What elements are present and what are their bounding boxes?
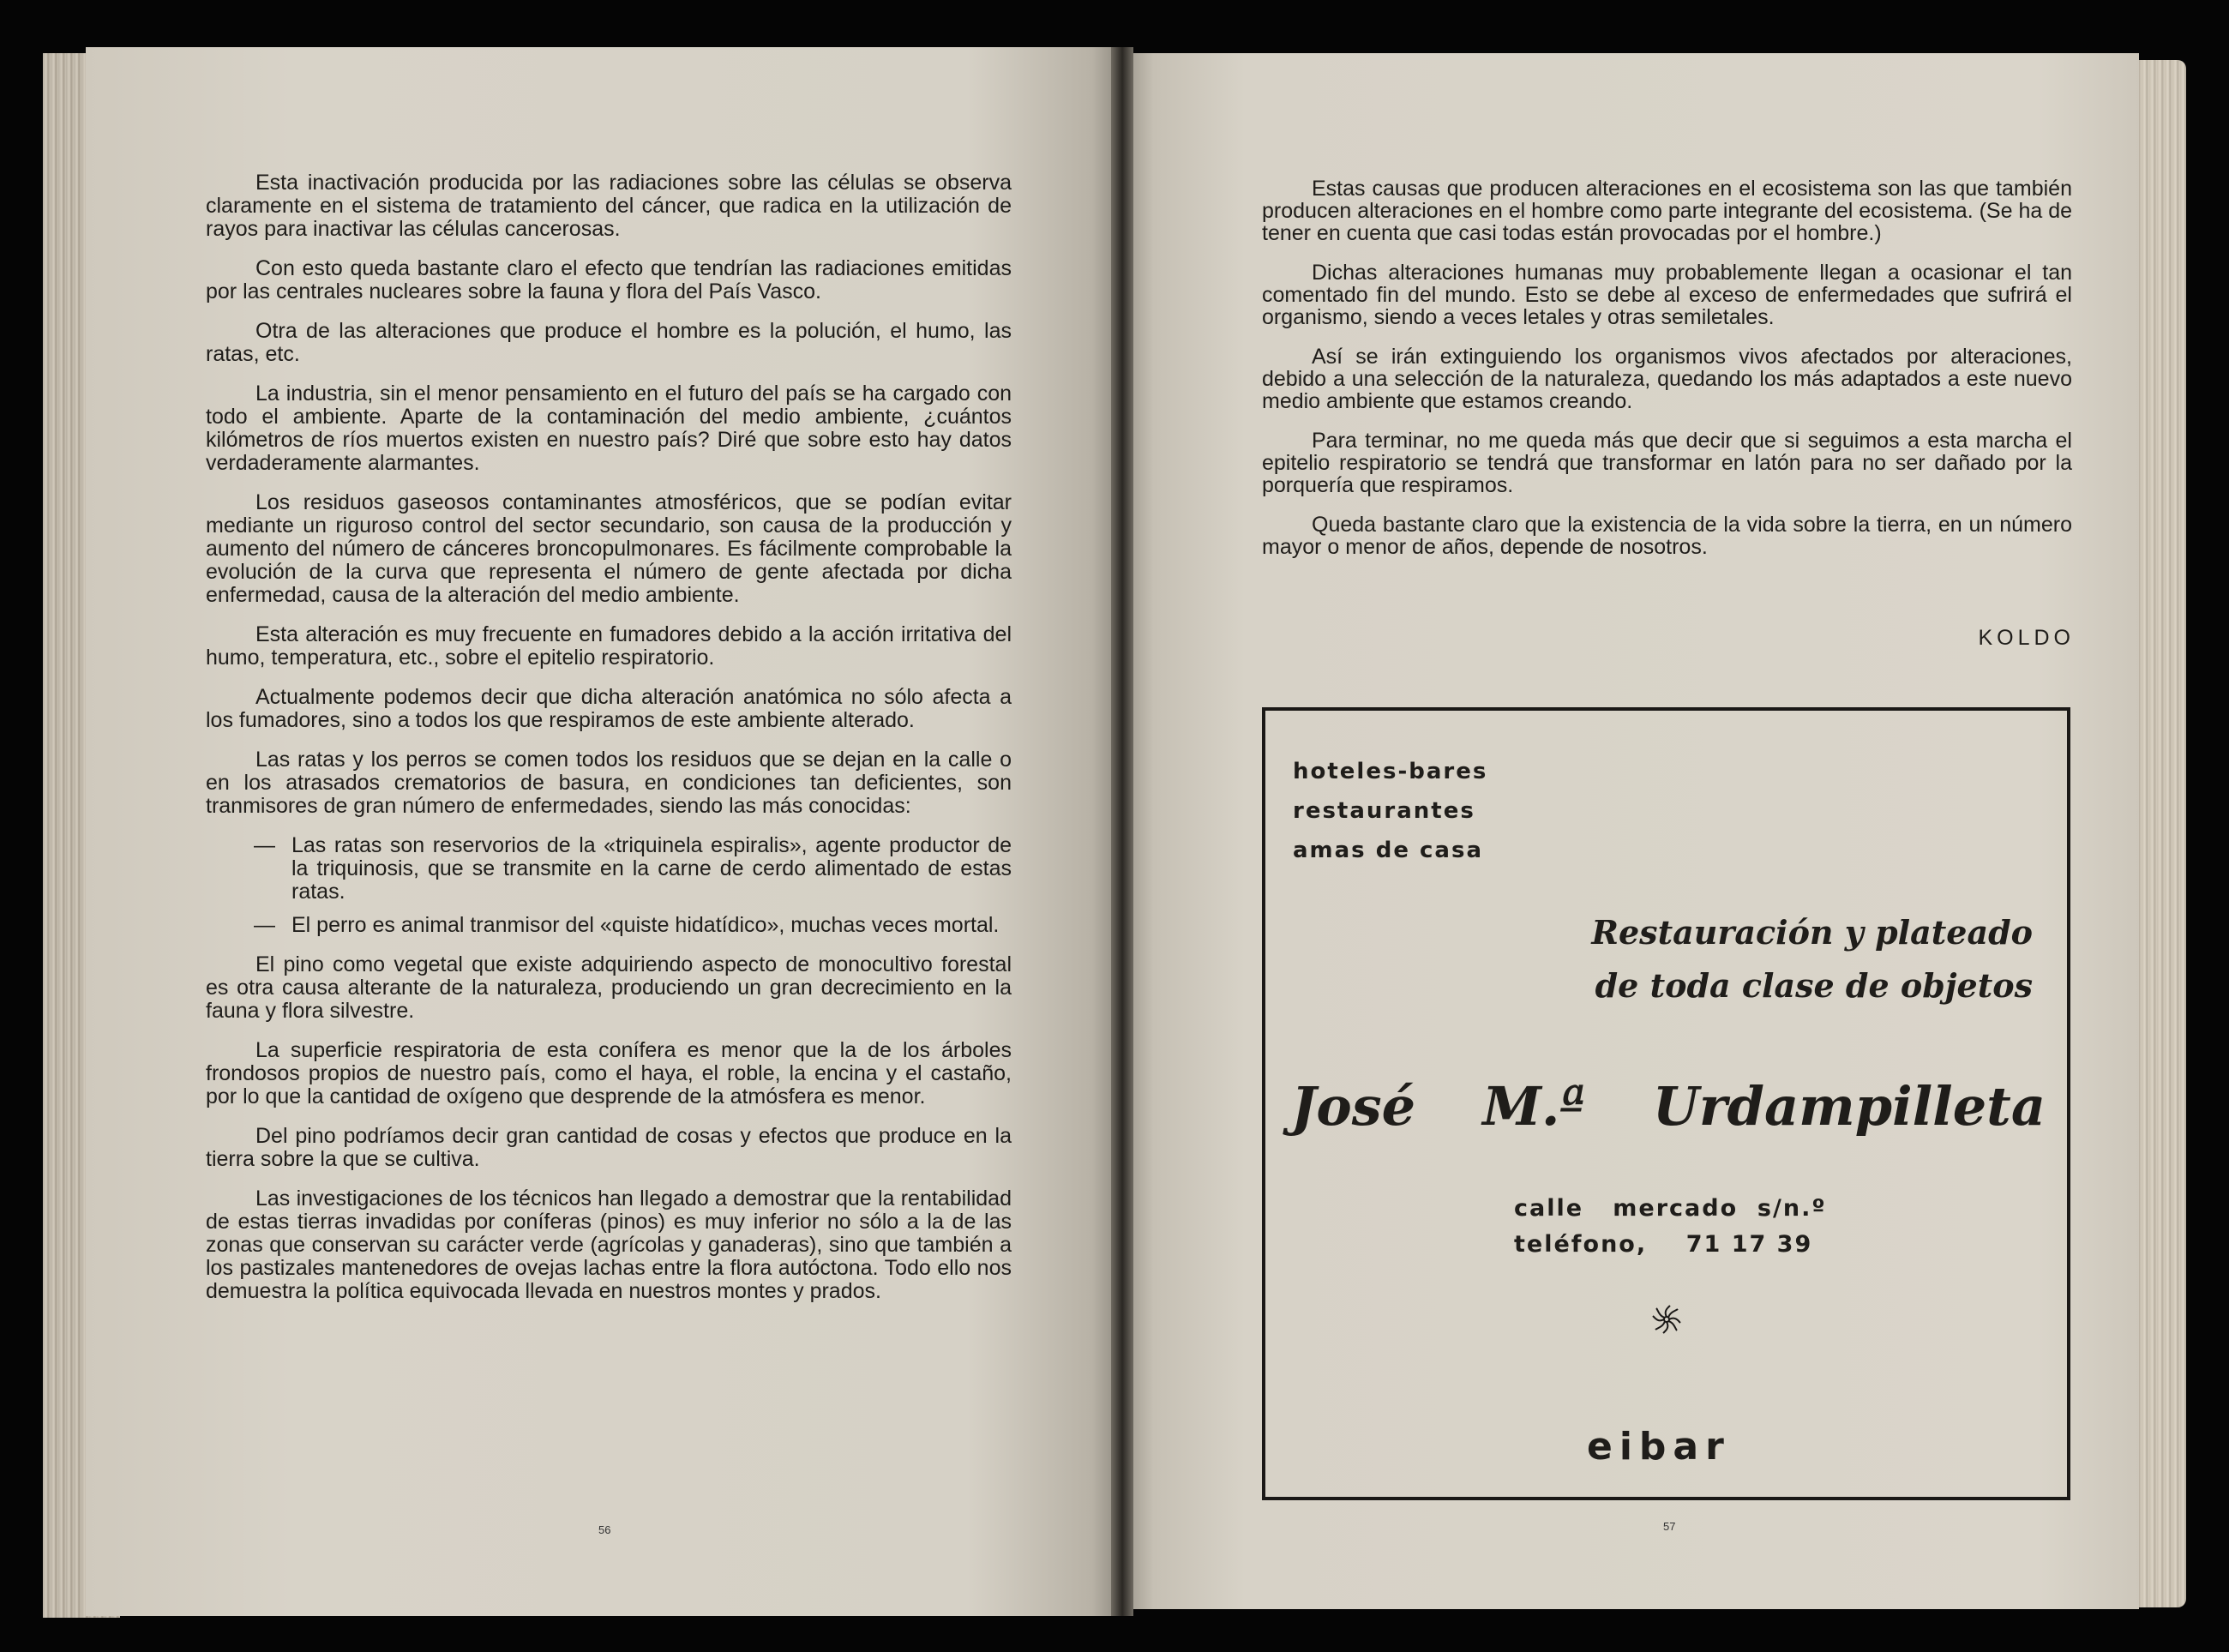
paragraph: Para terminar, no me queda más que decir que si seguimos a esta marcha el epitelio respiratorio se tendrá que transformar en latón para no ser dañado por la porquería que respiramos.	[1262, 429, 2072, 497]
page-number-right: 57	[1663, 1520, 1676, 1533]
ad-name-last: Urdampilleta	[1652, 1075, 2046, 1138]
list-item-text: Las ratas son reservorios de la «triquinela espiralis», agente productor de la triquinosis, que se transmite en la carne de cerdo alimentado de estas ratas.	[291, 833, 1012, 904]
dash-marker: —	[254, 833, 275, 857]
ad-category: hoteles-bares	[1293, 759, 1488, 784]
book-gutter	[1111, 47, 1133, 1616]
ad-address-row	[1514, 1191, 1827, 1227]
ad-town: eibar	[1587, 1425, 1731, 1469]
author-signature: KOLDO	[1978, 626, 2075, 650]
ad-name-middle: M.ª	[1482, 1075, 1586, 1138]
paragraph: Así se irán extinguiendo los organismos vivos afectados por alteraciones, debido a una selección de la naturaleza, quedando los más adaptados a este nuevo medio ambiente que estamos creando.	[1262, 345, 2072, 413]
paragraph: Esta inactivación producida por las radiaciones sobre las células se observa claramente en el sistema de tratamiento del cáncer, que radica en la utilización de rayos para inactivar las células cancerosas.	[206, 171, 1012, 241]
ad-category: amas de casa	[1293, 838, 1483, 863]
list-item-text: El perro es animal tranmisor del «quiste hidatídico», muchas veces mortal.	[291, 913, 1000, 937]
ad-phone-value: 71 17 39	[1685, 1231, 1813, 1258]
ad-address-label: calle	[1514, 1195, 1584, 1222]
paragraph: Las investigaciones de los técnicos han llegado a demostrar que la rentabilidad de estas tierras invadidas por coníferas (pinos) es muy inferior no sólo a la de las zonas que conservan su carácter verde (agrícolas y ganaderas), sino que también a los pastizales mantenedores de ovejas lachas entre la flora autóctona. Todo ello nos demuestra la política equivocada llevada en nuestros montes y prados.	[206, 1186, 1012, 1303]
flower-ornament-icon	[1649, 1302, 1684, 1341]
paragraph: Esta alteración es muy frecuente en fumadores debido a la acción irritativa del humo, temperatura, etc., sobre el epitelio respiratorio.	[206, 622, 1012, 670]
ad-phone-row	[1514, 1227, 1827, 1263]
paragraph: Actualmente podemos decir que dicha alteración anatómica no sólo afecta a los fumadores, sino a todos los que respiramos de este ambiente alterado.	[206, 685, 1012, 732]
paragraph: Queda bastante claro que la existencia de la vida sobre la tierra, en un número mayor o menor de años, depende de nosotros.	[1262, 513, 2072, 559]
list-item	[206, 914, 1012, 937]
ad-phone-label: teléfono,	[1514, 1231, 1648, 1258]
paragraph: Los residuos gaseosos contaminantes atmosféricos, que se podían evitar mediante un riguroso control del sector secundario, son causa de la producción y aumento del número de cánceres broncopulmonares. Es fácilmente comprobable la evolución de la curva que representa el número de gente afectada por dicha enfermedad, causa de la alteración del medio ambiente.	[206, 490, 1012, 607]
ad-contact	[1514, 1191, 1827, 1263]
ad-address-value: mercado s/n.º	[1613, 1195, 1827, 1222]
ad-categories	[1293, 752, 1487, 870]
advertisement-box	[1262, 707, 2070, 1500]
paragraph: Dichas alteraciones humanas muy probablemente llegan a ocasionar el tan comentado fin del mundo. Esto se debe al exceso de enfermedades que sufrirá el organismo, siendo a veces letales y otras semiletales.	[1262, 261, 2072, 329]
ad-tagline	[1591, 906, 2033, 1012]
ad-business-name	[1291, 1075, 2046, 1138]
bullet-list	[206, 834, 1012, 937]
dash-marker: —	[254, 913, 275, 937]
paragraph: Las ratas y los perros se comen todos los residuos que se dejan en la calle o en los atrasados crematorios de basura, en condiciones tan deficientes, son tranmisores de gran número de enfermedades, siendo las más conocidas:	[206, 748, 1012, 818]
paragraph: La superficie respiratoria de esta conífera es menor que la de los árboles frondosos propios de nuestro país, como el haya, el roble, la encina y el castaño, por lo que la cantidad de oxígeno que desprende de la atmósfera es menor.	[206, 1038, 1012, 1108]
list-item	[206, 834, 1012, 904]
ad-tagline-line: de toda clase de objetos	[1595, 966, 2033, 1005]
paragraph: El pino como vegetal que existe adquiriendo aspecto de monocultivo forestal es otra causa alterante de la naturaleza, produciendo un gran decrecimiento en la fauna y flora silvestre.	[206, 952, 1012, 1023]
paragraph: Con esto queda bastante claro el efecto que tendrían las radiaciones emitidas por las centrales nucleares sobre la fauna y flora del País Vasco.	[206, 256, 1012, 303]
paragraph: Del pino podríamos decir gran cantidad de cosas y efectos que produce en la tierra sobre la que se cultiva.	[206, 1124, 1012, 1171]
paragraph: Estas causas que producen alteraciones en el ecosistema son las que también producen alteraciones en el hombre como parte integrante del ecosistema. (Se ha de tener en cuenta que casi todas están provocadas por el hombre.)	[1262, 177, 2073, 245]
ad-tagline-line: Restauración y plateado	[1591, 913, 2033, 952]
ad-name-first: José	[1291, 1075, 1416, 1138]
paragraph: La industria, sin el menor pensamiento en el futuro del país se ha cargado con todo el ambiente. Aparte de la contaminación del medio ambiente, ¿cuántos kilómetros de ríos muertos existen en nuestro país? Diré que sobre esto hay datos verdaderamente alarmantes.	[206, 381, 1012, 475]
ad-category: restaurantes	[1293, 798, 1475, 824]
paragraph: Otra de las alteraciones que produce el hombre es la polución, el humo, las ratas, etc.	[206, 319, 1012, 366]
right-page-text	[1262, 177, 2072, 575]
left-page-text	[206, 171, 1012, 1319]
page-number-left: 56	[598, 1523, 611, 1536]
